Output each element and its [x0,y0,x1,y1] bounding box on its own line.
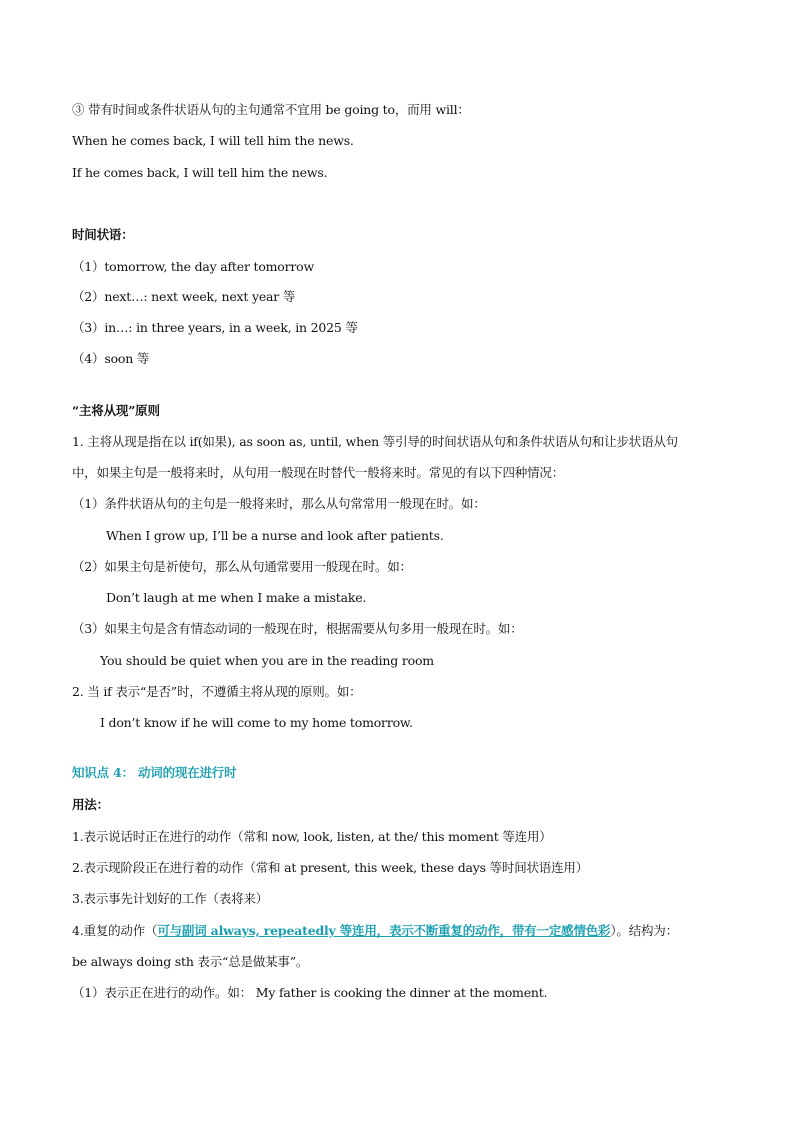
usage-item-3: 3.表示事先计划好的工作（表将来） [72,891,269,906]
rule3-heading: ③ 带有时间或条件状语从句的主句通常不宜用 be going to，而用 will： [72,102,470,117]
usage-item-4 [72,923,678,939]
principle-point2: 2. 当 if 表示“是否”时，不遵循主将从现的原则。如： [72,684,362,699]
time-adverbial-item: （1）tomorrow, the day after tomorrow [72,259,315,274]
principle-point2-example: I don’t know if he will come to my home tomorrow. [100,715,413,730]
time-adverbial-item: （3）in…: in three years, in a week, in 2025 等 [72,320,358,335]
principle-case3-example: You should be quiet when you are in the reading room [100,653,434,668]
usage-item-2: 2.表示现阶段正在进行着的动作（常和 at present, this week, these days 等时间状语连用） [72,860,588,875]
principle-title: “主将从现”原则 [72,403,160,418]
usage-item-4-suffix: ）。结构为： [610,923,678,938]
principle-point1-line1: 1. 主将从现是指在以 if(如果), as soon as, until, when 等引导的时间状语从句和条件状语从句和让步状语从句 [72,434,678,449]
time-adverbial-item: （2）next…: next week, next year 等 [72,289,296,304]
time-adverbials-title: 时间状语： [72,227,134,242]
principle-case1: （1）条件状语从句的主句是一般将来时，那么从句常常用一般现在时。如： [72,496,486,511]
usage-title: 用法： [72,797,109,812]
principle-case1-example: When I grow up, I’ll be a nurse and look after patients. [106,528,444,543]
time-adverbial-item: （4）soon 等 [72,351,150,366]
usage-example-1: （1）表示正在进行的动作。如： My father is cooking the dinner at the moment. [72,985,548,1000]
usage-item-4-highlight: 可与副词 always, repeatedly 等连用，表示不断重复的动作，带有一定感情色彩 [157,923,611,938]
usage-item-4-prefix: 4.重复的动作（ [72,923,158,938]
usage-item-4-structure: be always doing sth 表示“总是做某事”。 [72,954,309,969]
principle-point1-line2: 中，如果主句是一般将来时，从句用一般现在时替代一般将来时。常见的有以下四种情况： [72,465,565,480]
principle-case3: （3）如果主句是含有情态动词的一般现在时，根据需要从句多用一般现在时。如： [72,621,523,636]
usage-item-1: 1.表示说话时正在进行的动作（常和 now, look, listen, at the/ this moment 等连用） [72,829,552,844]
knowledge-point-4-title: 知识点 4： 动词的现在进行时 [72,765,237,780]
rule3-example-1: When he comes back, I will tell him the news. [72,133,354,148]
rule3-example-2: If he comes back, I will tell him the news. [72,165,328,180]
principle-case2-example: Don’t laugh at me when I make a mistake. [106,590,367,605]
principle-case2: （2）如果主句是祈使句，那么从句通常要用一般现在时。如： [72,559,412,574]
